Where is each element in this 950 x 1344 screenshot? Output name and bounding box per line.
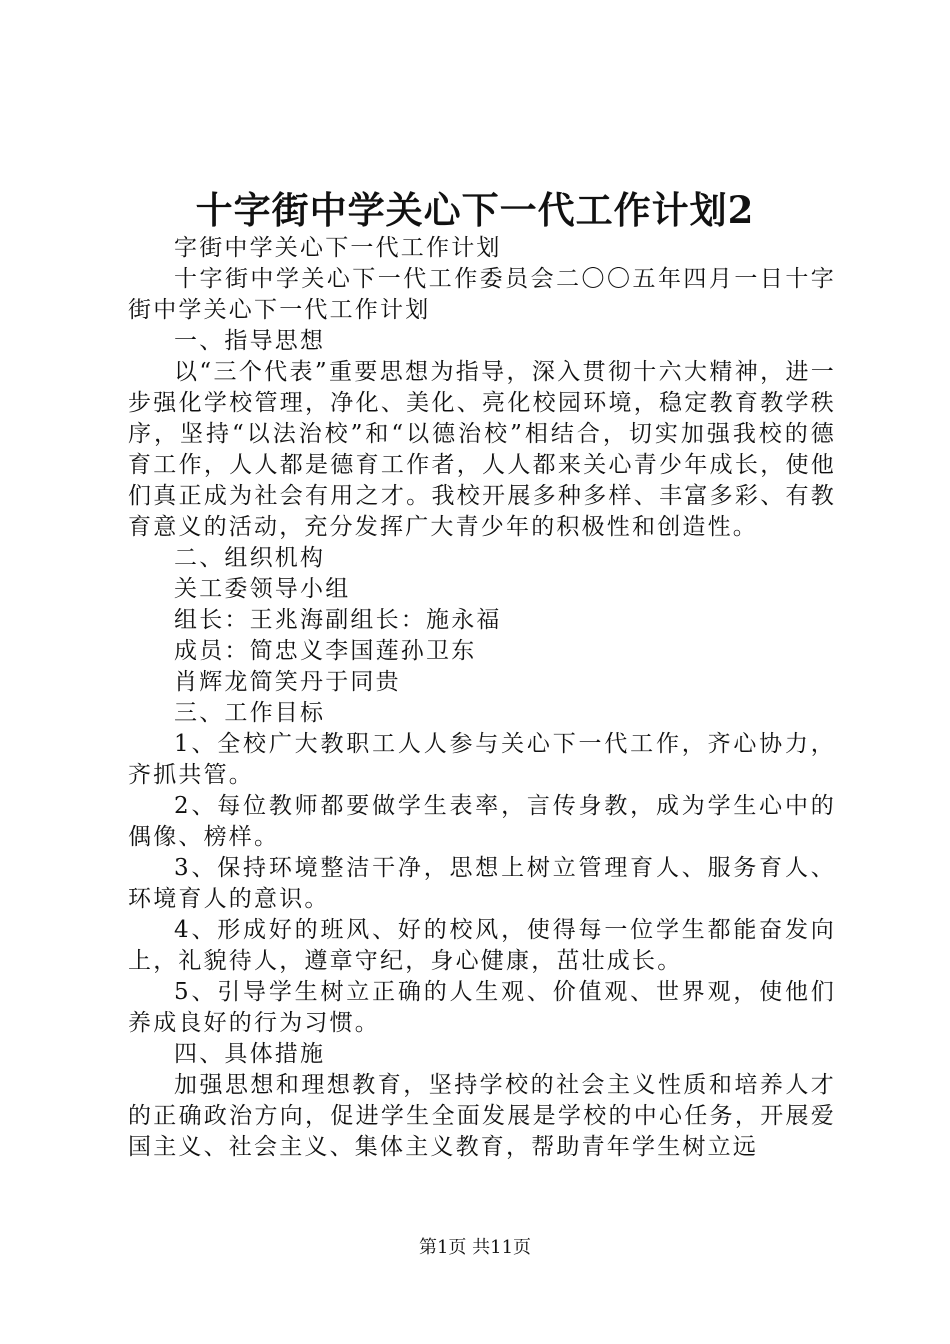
- list-item: 2、每位教师都要做学生表率，言传身教，成为学生心中的偶像、榜样。: [128, 793, 836, 850]
- paragraph: 组长：王兆海副组长：施永福: [174, 607, 502, 633]
- page-number-footer: 第1页 共11页: [418, 1237, 532, 1258]
- document-title: 十字街中学关心下一代工作计划2: [195, 188, 755, 232]
- paragraph: 肖辉龙简笑丹于同贵: [174, 669, 401, 695]
- section-heading: 三、工作目标: [174, 700, 326, 726]
- section-heading: 一、指导思想: [174, 328, 326, 354]
- list-item: 4、形成好的班风、好的校风，使得每一位学生都能奋发向上，礼貌待人，遵章守纪，身心健康，茁壮成长。: [128, 917, 836, 974]
- paragraph: 十字街中学关心下一代工作委员会二〇〇五年四月一日十字街中学关心下一代工作计划: [128, 266, 836, 323]
- list-item: 1、全校广大教职工人人参与关心下一代工作，齐心协力，齐抓共管。: [128, 731, 836, 788]
- section-heading: 四、具体措施: [174, 1041, 326, 1067]
- paragraph: 加强思想和理想教育，坚持学校的社会主义性质和培养人才的正确政治方向，促进学生全面发展是学校的中心任务，开展爱国主义、社会主义、集体主义教育，帮助青年学生树立远: [128, 1072, 836, 1160]
- section-heading: 二、组织机构: [174, 545, 326, 571]
- paragraph: 以“三个代表”重要思想为指导，深入贯彻十六大精神，进一步强化学校管理，净化、美化、亮化校园环境，稳定教育教学秩序，坚持“以法治校”和“以德治校”相结合，切实加强我校的德育工作，人人都是德育工作者，人人都来关心青少年成长，使他们真正成为社会有用之才。我校开展多种多样、丰富多彩、有教育意义的活动，充分发挥广大青少年的积极性和创造性。: [128, 359, 836, 540]
- list-item: 5、引导学生树立正确的人生观、价值观、世界观，使他们养成良好的行为习惯。: [128, 979, 836, 1036]
- document-body: [128, 233, 836, 1163]
- list-item: 3、保持环境整洁干净，思想上树立管理育人、服务育人、环境育人的意识。: [128, 855, 836, 912]
- paragraph: 成员：简忠义李国莲孙卫东: [174, 638, 477, 664]
- paragraph: 关工委领导小组: [174, 576, 351, 602]
- paragraph: 字街中学关心下一代工作计划: [174, 235, 502, 261]
